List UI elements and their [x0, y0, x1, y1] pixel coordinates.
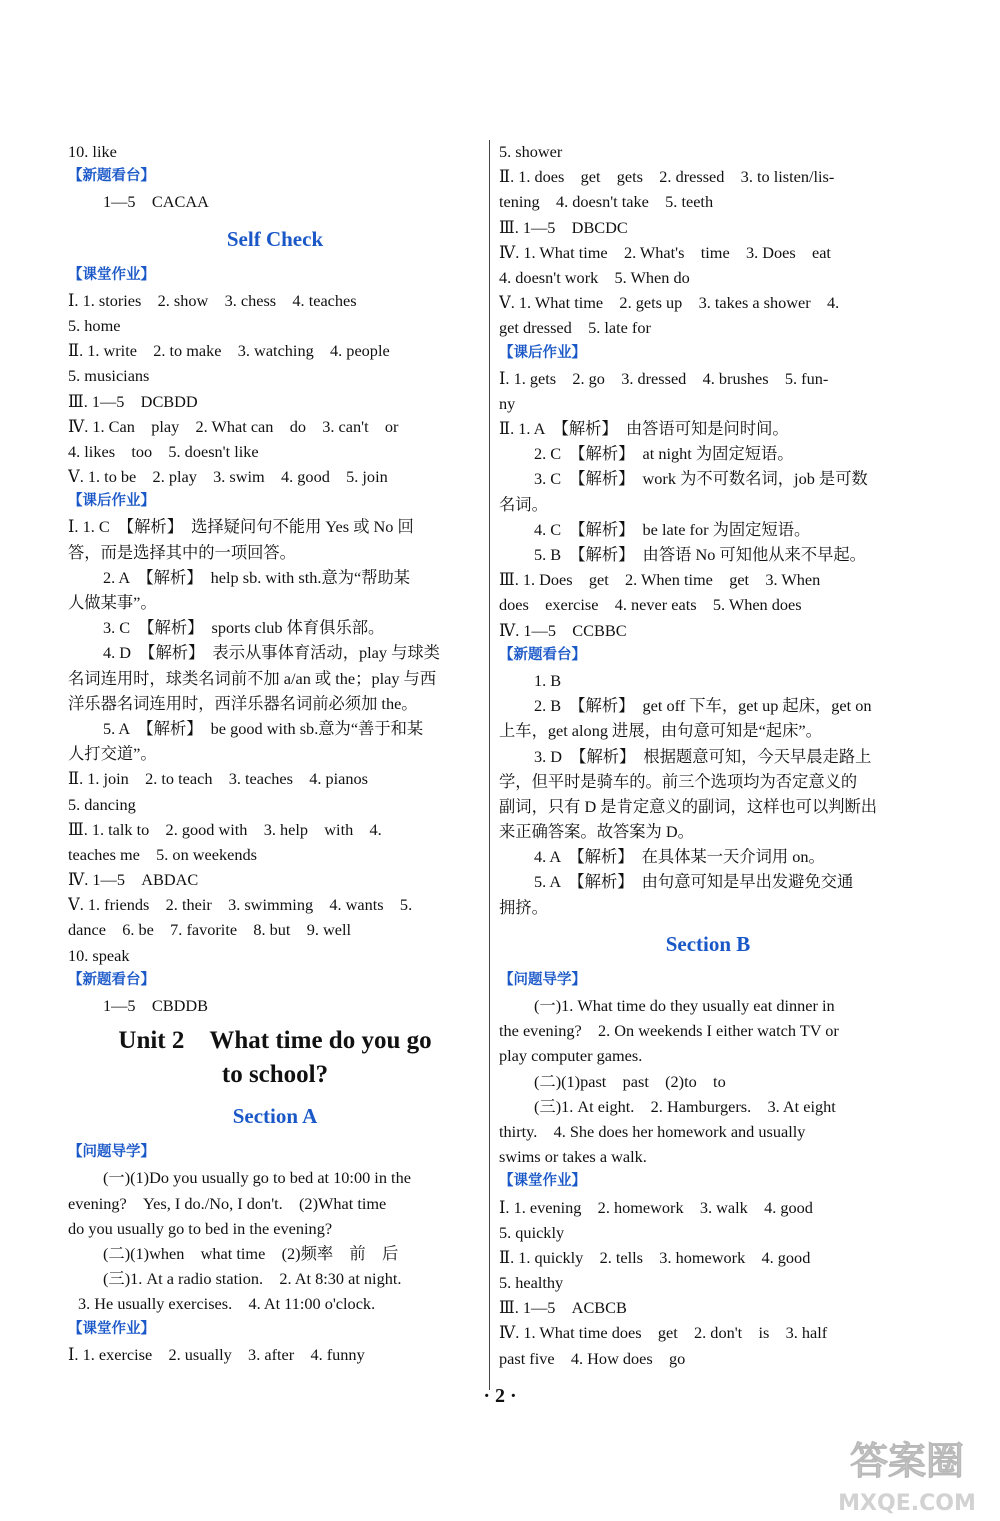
text-line: 5. dancing: [68, 794, 136, 814]
text-line: 4. A 【解析】 在具体某一天介词用 on。: [534, 847, 825, 867]
section-tag: 【问题导学】: [499, 971, 586, 988]
text-line: Ⅳ. 1. What time 2. What's time 3. Does eat: [499, 242, 831, 262]
text-line: 4. doesn't work 5. When do: [499, 267, 690, 287]
text-line: 答，而是选择其中的一项回答。: [68, 542, 296, 562]
text-line: Ⅱ. 1. A 【解析】 由答语可知是问时间。: [499, 419, 789, 439]
text-line: swims or takes a walk.: [499, 1147, 647, 1167]
text-line: 5. A 【解析】 由句意可知是早出发避免交通: [534, 872, 854, 892]
text-line: Ⅳ. 1—5 CCBBC: [499, 620, 627, 640]
text-line: tening 4. doesn't take 5. teeth: [499, 192, 714, 212]
text-line: 1—5 CACAA: [103, 192, 209, 212]
text-line: Ⅰ. 1. stories 2. show 3. chess 4. teaches: [68, 290, 357, 310]
text-line: (一)(1)Do you usually go to bed at 10:00 in the: [103, 1168, 411, 1188]
text-line: Ⅴ. 1. friends 2. their 3. swimming 4. wants 5.: [68, 895, 413, 915]
text-line: past five 4. How does go: [499, 1348, 686, 1368]
section-tag: 【新题看台】: [499, 646, 586, 663]
section-tag: 【课堂作业】: [68, 266, 155, 283]
section-tag: 【新题看台】: [68, 971, 155, 988]
text-line: Ⅲ. 1. talk to 2. good with 3. help with 4.: [68, 819, 382, 839]
section-tag: 【课后作业】: [499, 344, 586, 361]
text-line: Ⅱ. 1. join 2. to teach 3. teaches 4. pianos: [68, 769, 368, 789]
text-line: Ⅱ. 1. does get gets 2. dressed 3. to listen/lis-: [499, 167, 835, 187]
text-line: 1—5 CBDDB: [103, 996, 208, 1015]
text-line: 3. He usually exercises. 4. At 11:00 o'clock.: [78, 1294, 376, 1314]
text-line: Ⅴ. 1. What time 2. gets up 3. takes a shower 4.: [499, 293, 840, 313]
text-line: thirty. 4. She does her homework and usually: [499, 1121, 806, 1141]
text-line: 名词。: [499, 494, 548, 514]
text-line: 5. quickly: [499, 1222, 565, 1242]
section-tag: 【课后作业】: [68, 493, 155, 510]
text-line: play computer games.: [499, 1046, 643, 1066]
text-line: 5. home: [68, 315, 121, 335]
unit-title: to school?: [221, 1061, 329, 1089]
text-line: Ⅴ. 1. to be 2. play 3. swim 4. good 5. join: [68, 467, 388, 487]
text-line: teaches me 5. on weekends: [68, 844, 257, 864]
text-line: (一)1. What time do they usually eat dinner in: [534, 996, 835, 1015]
section-tag: 【问题导学】: [68, 1144, 155, 1161]
watermark-text-bottom: MXQE.COM: [838, 1491, 976, 1516]
text-line: 10. speak: [68, 945, 130, 965]
text-line: 5. healthy: [499, 1273, 564, 1293]
text-line: 3. D 【解析】 根据题意可知，今天早晨走路上: [534, 746, 872, 766]
text-line: Ⅲ. 1—5 DCBDD: [68, 391, 198, 411]
text-line: 2. A 【解析】 help sb. with sth.意为“帮助某: [103, 567, 411, 587]
text-line: Ⅳ. 1. What time does get 2. don't is 3. half: [499, 1323, 828, 1343]
text-line: Ⅳ. 1—5 ABDAC: [68, 870, 199, 890]
text-line: 3. C 【解析】 sports club 体育俱乐部。: [103, 618, 385, 638]
section-heading: Section A: [232, 1104, 318, 1129]
text-line: ny: [499, 393, 516, 413]
text-line: Ⅱ. 1. quickly 2. tells 3. homework 4. good: [499, 1247, 811, 1267]
text-line: dance 6. be 7. favorite 8. but 9. well: [68, 920, 352, 940]
left-column: [68, 139, 482, 1367]
text-line: Ⅳ. 1. Can play 2. What can do 3. can't or: [68, 416, 399, 436]
text-line: the evening? 2. On weekends I either watch TV or: [499, 1021, 839, 1041]
text-line: 4. C 【解析】 be late for 为固定短语。: [534, 519, 811, 539]
right-column: [499, 139, 917, 1371]
text-line: Ⅰ. 1. C 【解析】 选择疑问句不能用 Yes 或 No 回: [68, 517, 414, 537]
text-line: Ⅱ. 1. write 2. to make 3. watching 4. people: [68, 341, 390, 361]
text-line: 洋乐器名词连用时，西洋乐器名词前必须加 the。: [68, 693, 418, 713]
section-heading: Section B: [665, 931, 751, 956]
text-line: 副词，只有 D 是肯定意义的副词，这样也可以判断出: [499, 796, 878, 816]
text-line: Ⅰ. 1. exercise 2. usually 3. after 4. funny: [68, 1344, 365, 1364]
column-divider: [489, 140, 490, 1390]
text-line: 10. like: [68, 142, 117, 161]
text-line: Ⅲ. 1—5 ACBCB: [499, 1298, 627, 1318]
text-line: Ⅰ. 1. evening 2. homework 3. walk 4. good: [499, 1197, 813, 1217]
text-line: 拥挤。: [499, 897, 548, 917]
watermark-text-top: 答案圈: [849, 1439, 965, 1483]
text-line: 5. A 【解析】 be good with sb.意为“善于和某: [103, 718, 424, 738]
text-line: get dressed 5. late for: [499, 318, 651, 338]
section-tag: 【课堂作业】: [499, 1173, 586, 1190]
text-line: 5. B 【解析】 由答语 No 可知他从来不早起。: [534, 545, 866, 564]
section-tag: 【课堂作业】: [68, 1320, 155, 1337]
text-line: do you usually go to bed in the evening?: [68, 1218, 333, 1238]
text-line: 来正确答案。故答案为 D。: [499, 822, 694, 842]
text-line: (三)1. At eight. 2. Hamburgers. 3. At eight: [534, 1096, 836, 1116]
text-line: does exercise 4. never eats 5. When does: [499, 595, 802, 615]
page-number: · 2 ·: [483, 1385, 517, 1407]
section-heading: Self Check: [226, 226, 324, 251]
text-line: 4. likes too 5. doesn't like: [68, 441, 259, 461]
text-line: 学，但平时是骑车的。前三个选项均为否定意义的: [499, 771, 858, 791]
text-line: 1. B: [534, 670, 562, 690]
text-line: 5. musicians: [68, 366, 150, 386]
text-line: 4. D 【解析】 表示从事体育活动，play 与球类: [103, 643, 440, 663]
text-line: Ⅲ. 1. Does get 2. When time get 3. When: [499, 570, 821, 590]
text-line: 5. shower: [499, 142, 563, 161]
text-line: 名词连用时，球类名词前不加 a/an 或 the；play 与西: [68, 668, 437, 688]
text-line: 人做某事”。: [68, 593, 157, 612]
text-line: evening? Yes, I do./No, I don't. (2)What time: [68, 1193, 387, 1213]
text-line: 3. C 【解析】 work 为不可数名词，job 是可数: [534, 469, 868, 489]
text-line: (三)1. At a radio station. 2. At 8:30 at night.: [103, 1269, 402, 1289]
section-tag: 【新题看台】: [68, 168, 155, 185]
watermark-logo: [820, 1430, 995, 1518]
text-line: 2. C 【解析】 at night 为固定短语。: [534, 444, 794, 464]
text-line: 人打交道”。: [68, 744, 157, 764]
text-line: 2. B 【解析】 get off 下车，get up 起床，get on: [534, 696, 872, 716]
text-line: Ⅲ. 1—5 DBCDC: [499, 217, 628, 237]
text-line: (二)(1)past past (2)to to: [534, 1071, 726, 1091]
text-line: Ⅰ. 1. gets 2. go 3. dressed 4. brushes 5. fun-: [499, 368, 829, 388]
text-line: (二)(1)when what time (2)频率 前 后: [103, 1243, 399, 1263]
text-line: 上车，get along 进展，由句意可知是“起床”。: [499, 721, 822, 741]
unit-title: Unit 2 What time do you go: [118, 1027, 432, 1055]
